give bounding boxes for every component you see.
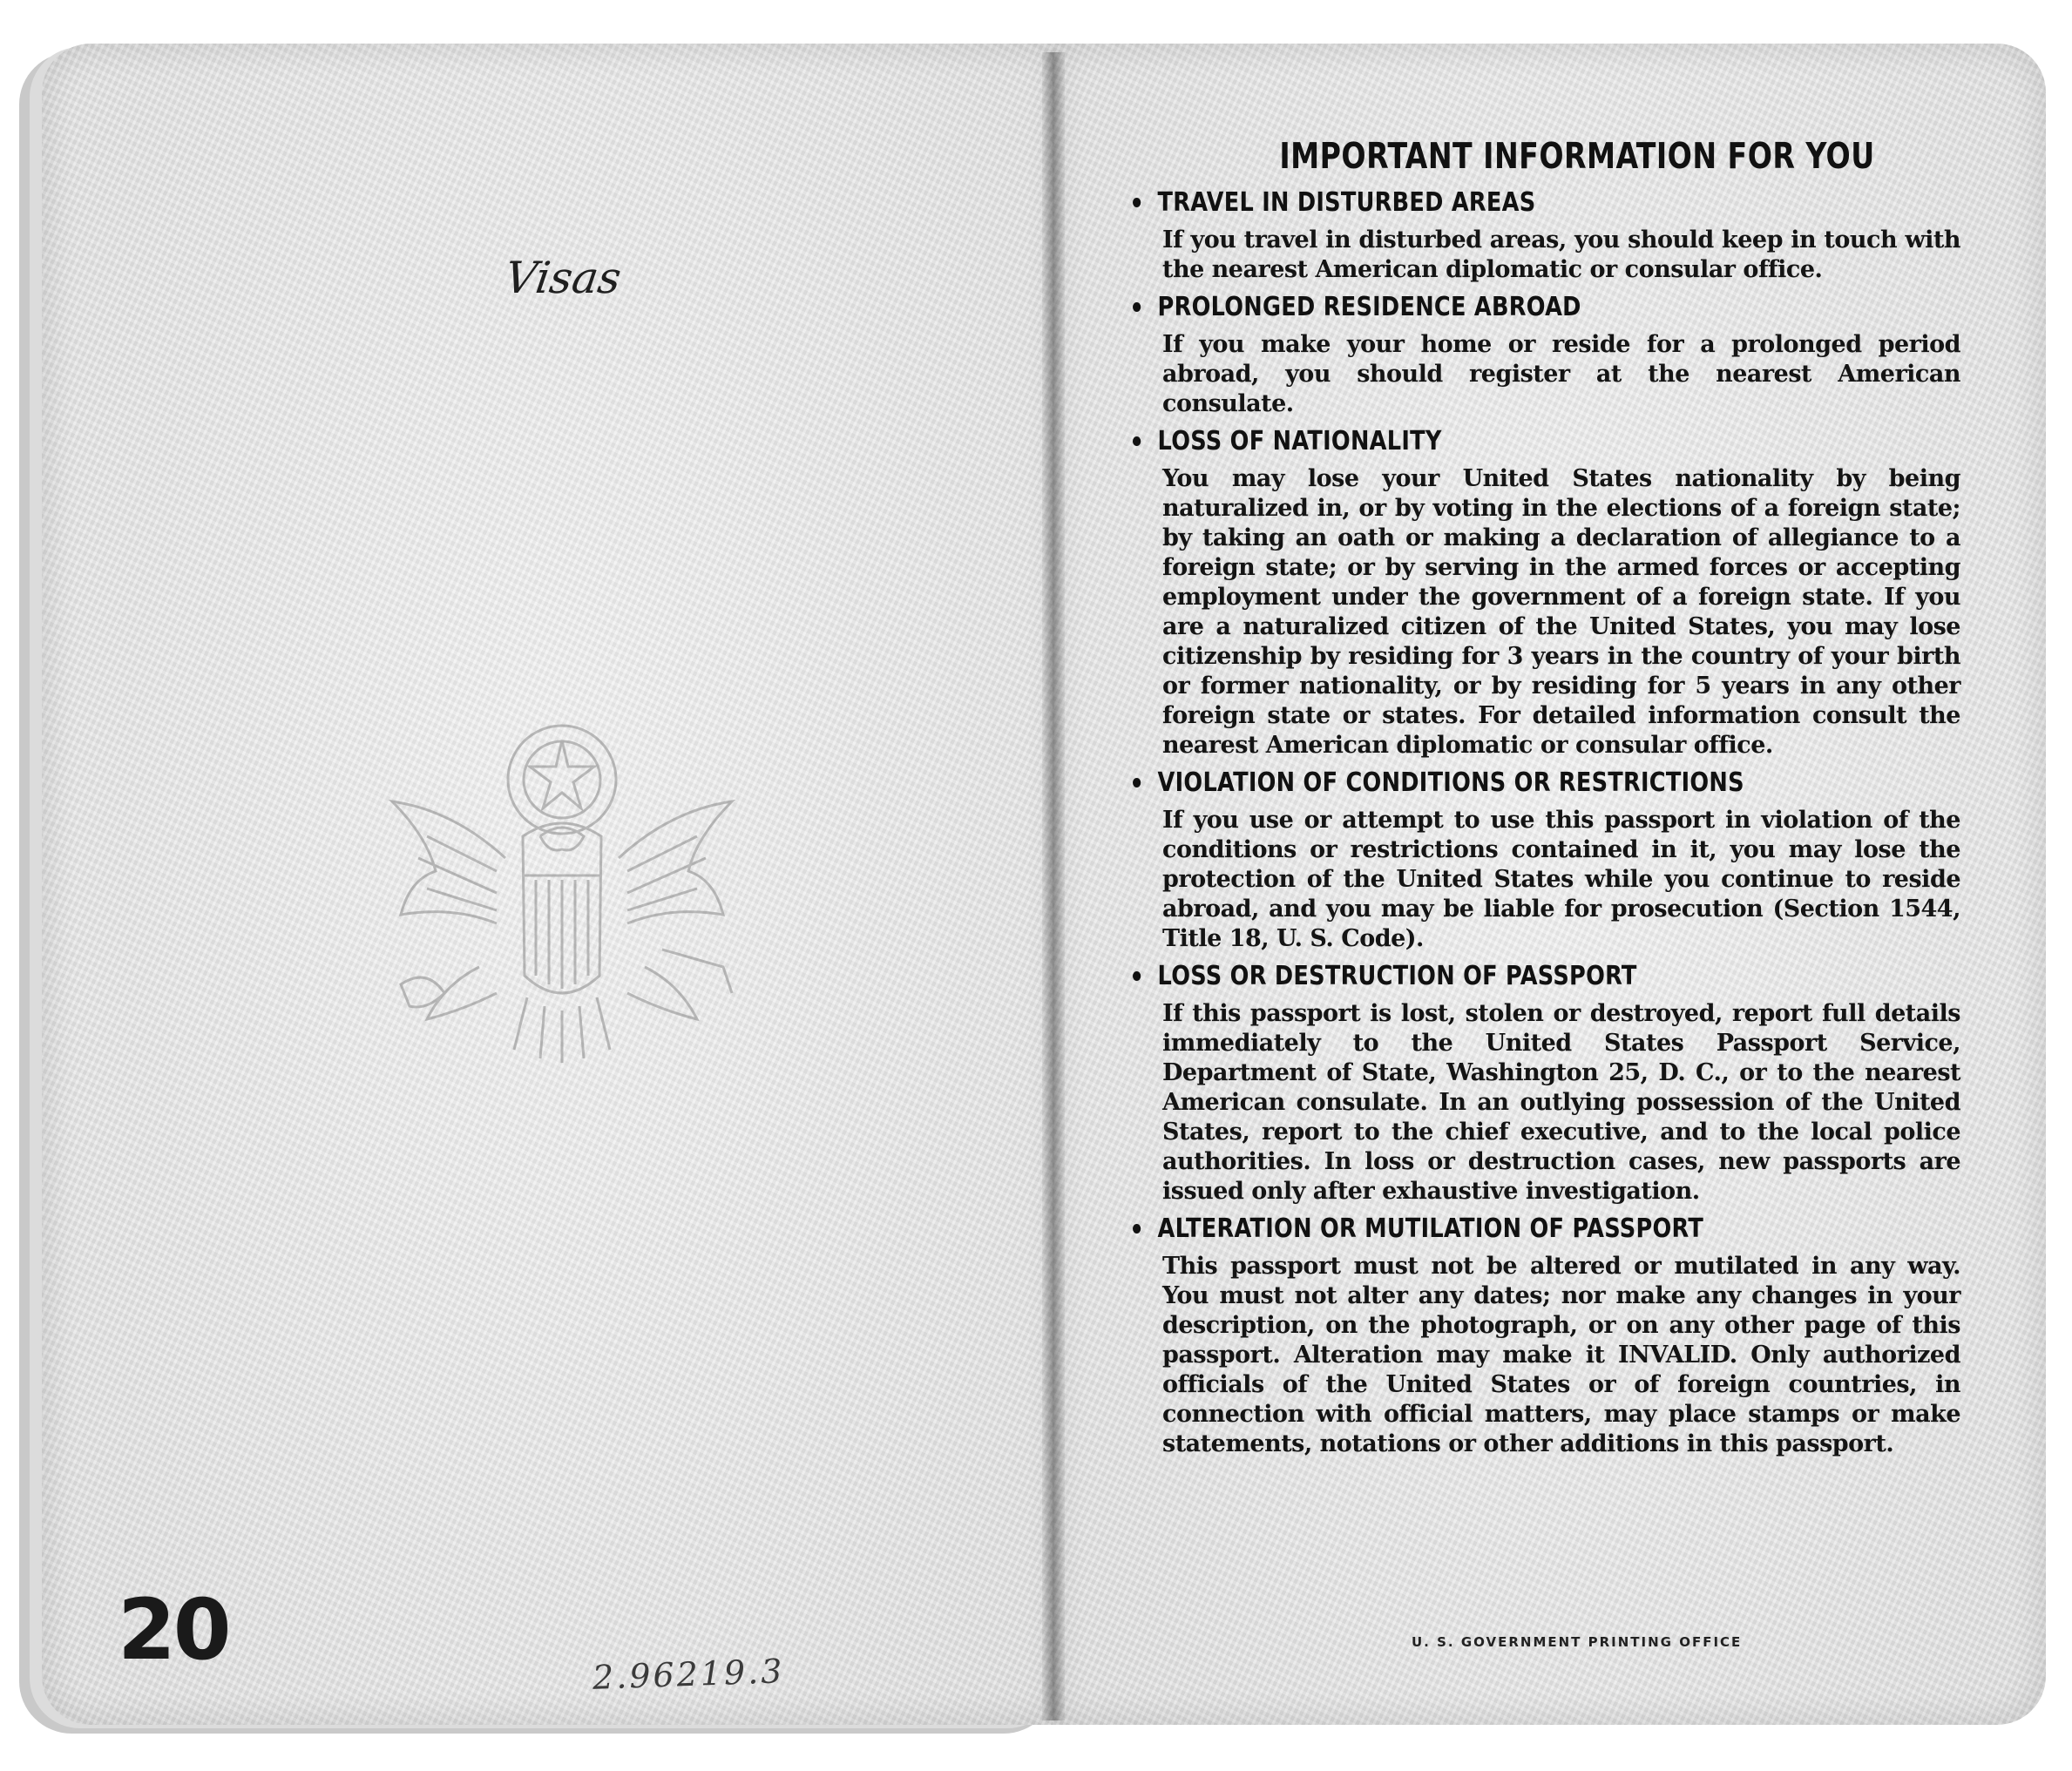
section-body: If this passport is lost, stolen or destroyed, report full details immediately to the United States Passport Service, Department of State, Washington 25, D. C., or to the nearest American consulate. In an outlying possession of the United States, report to the chief executive, and to the local police authorities. In loss or destruction cases, new passports are issued only after exhaustive investigation.	[1162, 1000, 1960, 1205]
visas-label: Visas	[501, 253, 625, 303]
important-information	[1133, 135, 1960, 1464]
bullet-icon	[1133, 1224, 1141, 1234]
great-seal-eagle-icon	[375, 706, 758, 1071]
bullet-icon	[1133, 971, 1141, 981]
section-heading: LOSS OR DESTRUCTION OF PASSPORT	[1133, 959, 1828, 994]
section-heading: VIOLATION OF CONDITIONS OR RESTRICTIONS	[1133, 766, 1828, 801]
section-loss-or-destruction	[1133, 959, 1960, 1207]
bullet-icon	[1133, 778, 1141, 787]
section-heading: LOSS OF NATIONALITY	[1133, 424, 1828, 459]
section-body: If you travel in disturbed areas, you should keep in touch with the nearest American diplomatic or consular office.	[1162, 226, 1960, 283]
section-violation-of-conditions	[1133, 766, 1960, 954]
section-body: If you use or attempt to use this passport in violation of the conditions or restrictions contained in it, you may lose the protection of the United States while you continue to reside abroad, and you may be liable for prosecution (Section 1544, Title 18, U. S. Code).	[1162, 807, 1960, 952]
section-heading: PROLONGED RESIDENCE ABROAD	[1133, 290, 1828, 325]
section-body: You may lose your United States nationality by being naturalized in, or by voting in the elections of a foreign state; by taking an oath or making a declaration of allegiance to a foreign state; or by serving in the armed forces or accepting employment under the government of a foreign state. If you are a naturalized citizen of the United States, you may lose citizenship by residing for 3 years in the country of your birth or former nationality, or by residing for 5 years in any other foreign state or states. For detailed information consult the nearest American diplomatic or consular office.	[1162, 465, 1960, 759]
section-body: This passport must not be altered or mutilated in any way. You must not alter any dates; nor make any changes in your description, on the photograph, or on any other page of this passport. Alteration may make it INVALID. Only authorized officials of the United States or of foreign countries, in connection with official matters, may place stamps or make statements, notations or other additions in this passport.	[1162, 1253, 1960, 1457]
bullet-icon	[1133, 198, 1141, 207]
section-prolonged-residence	[1133, 290, 1960, 419]
bullet-icon	[1133, 302, 1141, 312]
binding-gutter	[1042, 52, 1065, 1720]
section-heading: TRAVEL IN DISTURBED AREAS	[1133, 186, 1828, 220]
handwritten-note: 2.96219.3	[592, 1652, 786, 1697]
section-alteration-or-mutilation	[1133, 1212, 1960, 1459]
section-travel-disturbed-areas	[1133, 186, 1960, 285]
printer-imprint: U. S. GOVERNMENT PRINTING OFFICE	[1412, 1634, 1743, 1650]
page-number: 20	[118, 1581, 229, 1679]
section-loss-of-nationality	[1133, 424, 1960, 760]
section-body: If you make your home or reside for a prolonged period abroad, you should register at the nearest American consulate.	[1162, 331, 1960, 417]
info-title: IMPORTANT INFORMATION FOR YOU	[1279, 135, 1875, 177]
section-heading: ALTERATION OR MUTILATION OF PASSPORT	[1133, 1212, 1828, 1247]
bullet-icon	[1133, 436, 1141, 446]
